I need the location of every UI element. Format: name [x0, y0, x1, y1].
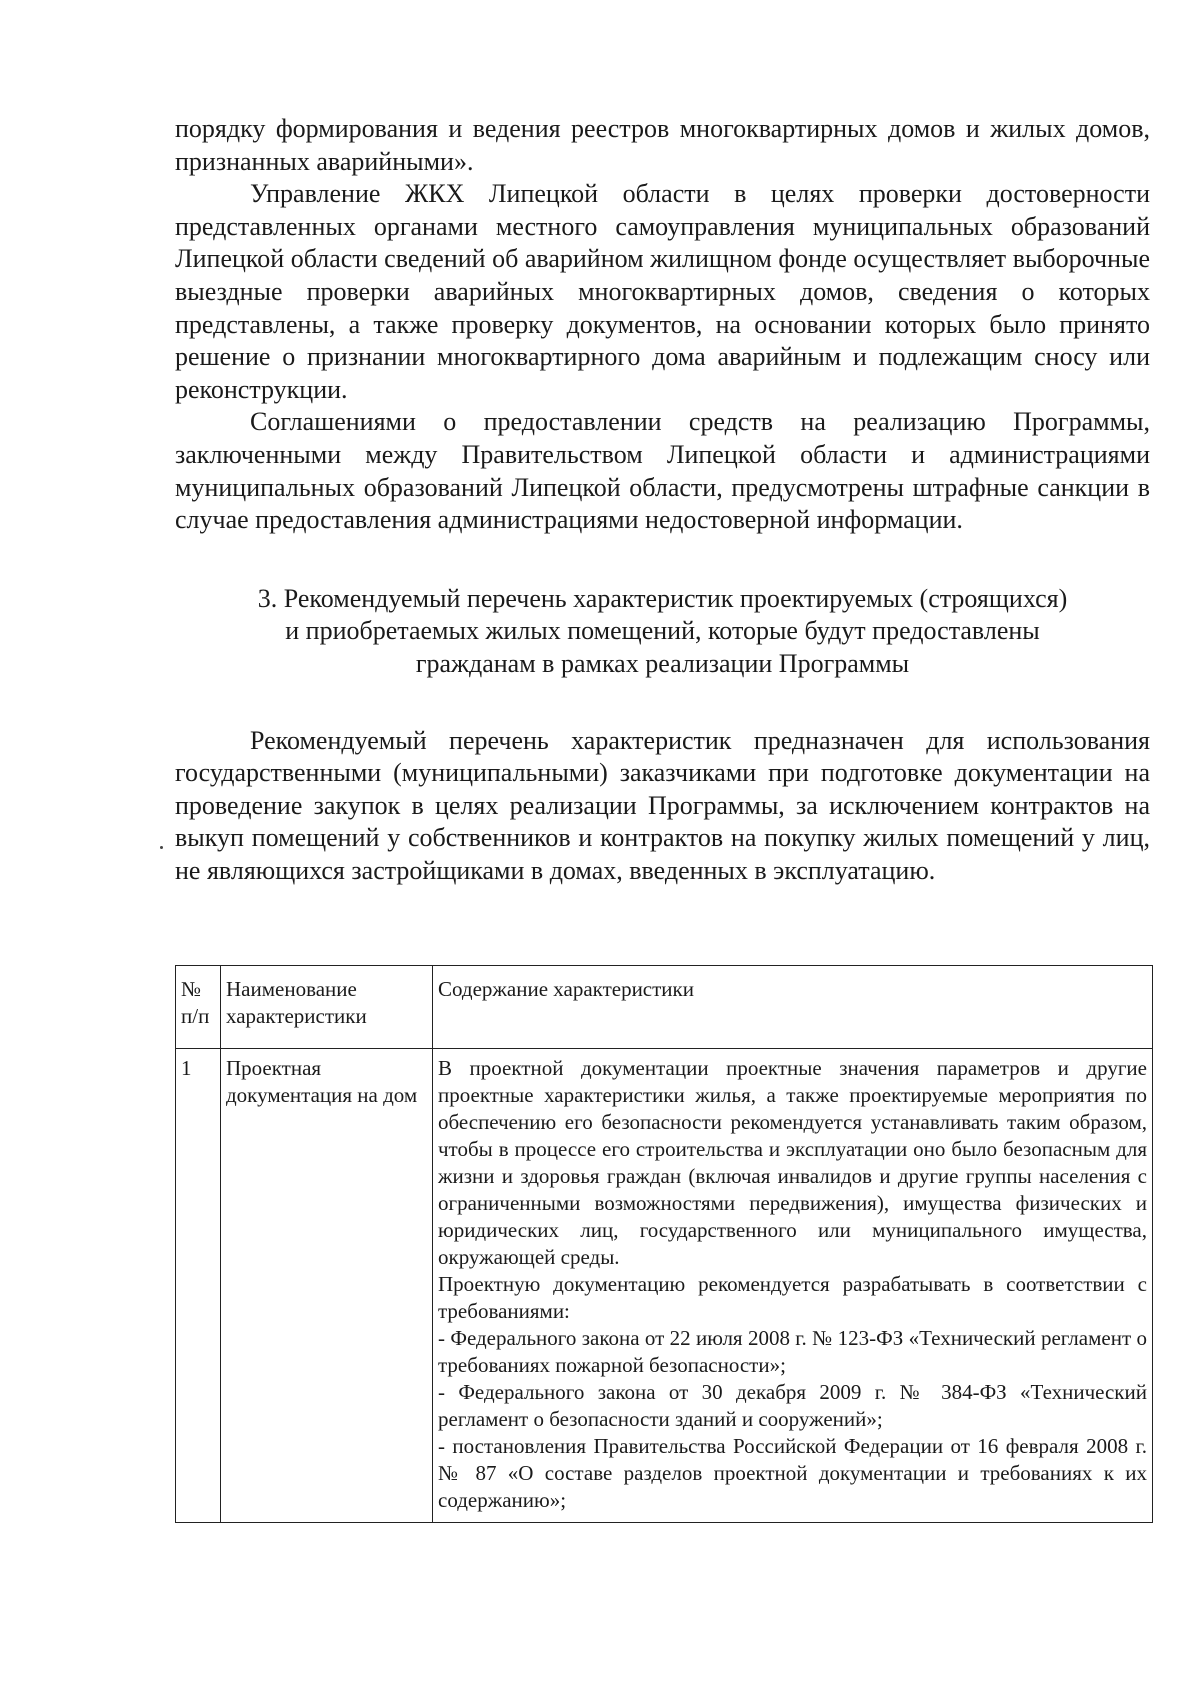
content-paragraph: В проектной документации проектные значения параметров и другие проектные характеристики жилья, а также проектируемые мероприятия по обеспечению его безопасности рекомендуется устанавливать таким образом, чтобы в процессе его строительства и эксплуатации оно было безопасным для жизни и здоровья граждан (включая инвалидов и другие группы населения с ограниченными возможностями передвижения), имущества физических и юридических лиц, государственного или муниципального имущества, окружающей среды.	[438, 1056, 1147, 1269]
header-name: Наименование характеристики	[221, 966, 433, 1049]
table-header-row	[176, 966, 1153, 1049]
row-num: 1	[176, 1049, 221, 1523]
table-row	[176, 1049, 1153, 1523]
row-content	[433, 1049, 1153, 1523]
document-body	[175, 113, 1150, 887]
section-heading-line-2: и приобретаемых жилых помещений, которые будут предоставлены	[285, 616, 1040, 646]
content-paragraph: Проектную документацию рекомендуется разрабатывать в соответствии с требованиями:	[438, 1272, 1147, 1323]
row-name: Проектная документация на дом	[221, 1049, 433, 1523]
section-heading-line-1: 3. Рекомендуемый перечень характеристик проектируемых (строящихся)	[257, 583, 1068, 613]
section-heading-line-3: гражданам в рамках реализации Программы	[415, 648, 910, 678]
content-list-item: - Федерального закона от 30 декабря 2009 г. № 384-ФЗ «Технический регламент о безопасности зданий и сооружений»;	[438, 1380, 1147, 1431]
scan-speck	[160, 846, 163, 849]
section-intro-paragraph: Рекомендуемый перечень характеристик предназначен для использования государственными (муниципальными) заказчиками при подготовке документации на проведение закупок в целях реализации Программы, за исключением контрактов на выкуп помещений у собственников и контрактов на покупку жилых помещений у лиц, не являющихся застройщиками в домах, введенных в эксплуатацию.	[175, 725, 1150, 885]
section-heading	[175, 583, 1150, 681]
header-num: № п/п	[176, 966, 221, 1049]
paragraph-agreements: Соглашениями о предоставлении средств на реализацию Программы, заключенными между Правительством Липецкой области и администрациями муниципальных образований Липецкой области, предусмотрены штрафные санкции в случае предоставления администрациями недостоверной информации.	[175, 407, 1150, 535]
header-content: Содержание характеристики	[433, 966, 1153, 1049]
paragraph-continuation: порядку формирования и ведения реестров многоквартирных домов и жилых домов, признанных аварийными».	[175, 114, 1150, 176]
content-list-item: - Федерального закона от 22 июля 2008 г. № 123-ФЗ «Технический регламент о требованиях пожарной безопасности»;	[438, 1326, 1147, 1377]
content-list-item: - постановления Правительства Российской Федерации от 16 февраля 2008 г. № 87 «О составе разделов проектной документации и требованиях к их содержанию»;	[438, 1434, 1147, 1512]
paragraph-verification: Управление ЖКХ Липецкой области в целях проверки достоверности представленных органами местного самоуправления муниципальных образований Липецкой области сведений об аварийном жилищном фонде осуществляет выборочные выездные проверки аварийных многоквартирных домов, сведения о которых представлены, а также проверку документов, на основании которых было принято решение о признании многоквартирного дома аварийным и подлежащим сносу или реконструкции.	[175, 179, 1150, 404]
characteristics-table	[175, 965, 1153, 1523]
